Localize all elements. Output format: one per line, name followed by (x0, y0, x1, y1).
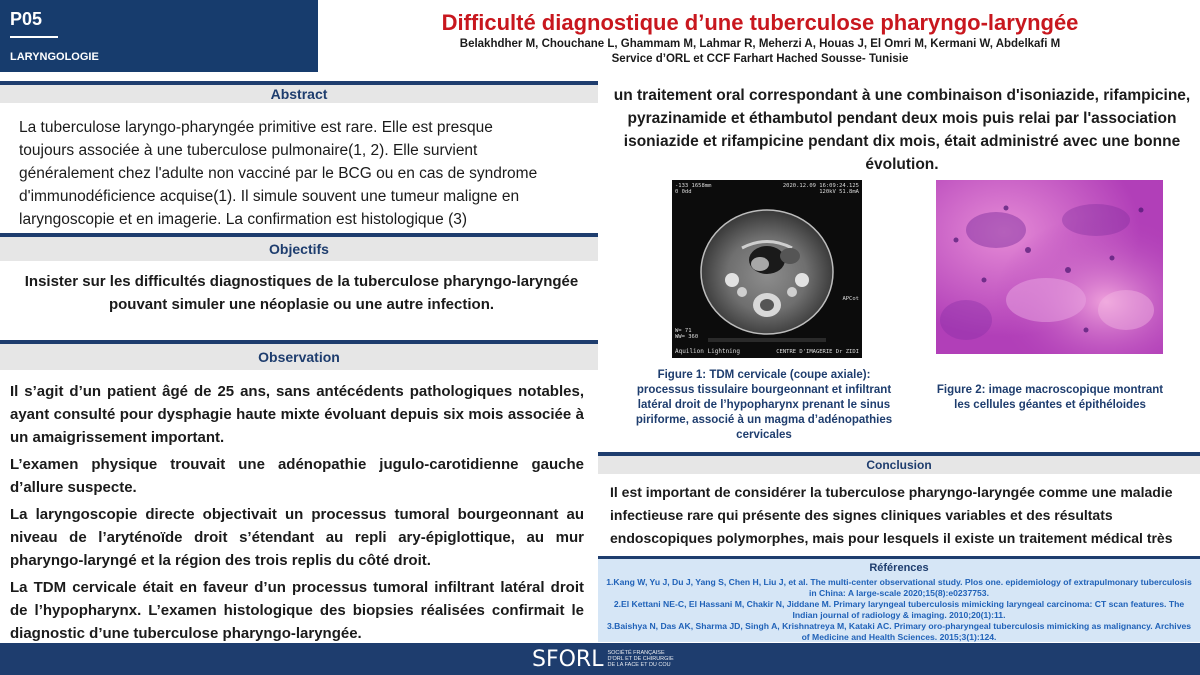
ct-overlay-right: APCot (842, 296, 859, 302)
objectifs-text: Insister sur les difficultés diagnostiques de la tuberculose pharyngo-laryngée pouvant simuler une néoplasie ou une autre infection. (24, 273, 579, 313)
service-line: Service d’ORL et CCF Farhart Hached Sousse- Tunisie (611, 53, 909, 65)
authors-line: Belakhdher M, Chouchane L, Ghammam M, Lahmar R, Meherzi A, Houas J, El Omri M, Kermani W, Abdelkafi M (459, 38, 1061, 50)
observation-paragraph: L’examen physique trouvait une adénopathie jugulo-carotidienne gauche d’allure suspecte. (10, 456, 584, 496)
poster-badge (0, 0, 318, 72)
abstract-text: La tuberculose laryngo-pharyngée primitive est rare. Elle est presque toujours associée à une tuberculose pulmonaire(1, 2). Elle survient généralement chez l'adulte non vacciné par le BCG ou en cas de syndrome d'immunodéficience acquise(1). Il simule souvent une tumeur maligne en laryngoscopie et en imagerie. La confirmation est histologique (3) (19, 119, 538, 228)
observation-heading-label: Observation (258, 349, 340, 365)
abstract-heading-label: Abstract (270, 86, 328, 102)
conclusion-text: Il est important de considérer la tuberculose pharyngo-laryngée comme une maladie infectieuse rare qui présente des signes cliniques variables et des résultats endoscopiques polymorphes, mais pour lesquels il existe un traitement médical très (610, 484, 1173, 546)
reference-item: 2.El Kettani NE-C, El Hassani M, Chakir N, Jiddane M. Primary laryngeal tuberculosis mimicking laryngeal carcinoma: CT scan features. The Indian journal of radiology & imaging. 2010;20(1):11. (613, 599, 1185, 620)
ct-overlay-text: WW= 360 (675, 334, 699, 340)
ct-overlay-left (675, 328, 698, 340)
conclusion-heading (598, 452, 1200, 474)
specialty-label: LARYNGOLOGIE (10, 51, 99, 63)
ct-overlay-text: -133 1658mm (675, 183, 712, 189)
references-box (598, 556, 1200, 642)
ct-overlay-bottomleft: Aquilion Lightning (675, 348, 741, 355)
observation-heading (0, 340, 598, 370)
badge-divider (10, 36, 58, 38)
ct-scan-image (672, 180, 862, 358)
observation-paragraph: Il s’agit d’un patient âgé de 25 ans, sans antécédents pathologiques notables, ayant consulté pour dysphagie haute mixte évoluant depuis six mois associée à un amaigrissement important. (10, 383, 584, 446)
observation-paragraph: La laryngoscopie directe objectivait un processus tumoral bourgeonnant au niveau de l’aryténoïde droit s’étendant au repli ary-épiglottique, au mur pharyngo-laryngé et la région des trois replis du côté droit. (10, 506, 584, 569)
sforl-logo (532, 645, 677, 673)
histology-graphic (936, 180, 1163, 354)
poster-title: Difficulté diagnostique d’une tuberculose pharyngo-laryngée (441, 10, 1079, 35)
objectifs-heading (0, 233, 598, 261)
ct-scan-graphic (672, 180, 862, 358)
figure1-caption: Figure 1: TDM cervicale (coupe axiale): processus tissulaire bourgeonnant et infiltrant latéral droit de l’hypopharynx prenant le sinus piriforme, associé à un magma d’adénopathies cervicales (635, 369, 893, 441)
poster-code: P05 (10, 9, 43, 29)
observation-text (10, 380, 584, 645)
ct-overlay-text: W= 71 (675, 328, 692, 334)
ct-overlay-text: 120kV 51.8mA (819, 189, 859, 195)
sforl-logo-mark: SFORL (532, 646, 604, 672)
ct-overlay-text: 2020.12.09 16:09:24.125 (782, 183, 859, 189)
observation-paragraph: La TDM cervicale était en faveur d’un processus tumoral infiltrant latéral droit de l’hypopharynx. L’examen histologique des biopsies réalisées confirmait le diagnostic d’une tuberculose pharyngo-laryngée. (10, 579, 584, 642)
abstract-heading (0, 81, 598, 103)
sforl-logo-subtitle: SOCIÉTÉ FRANÇAISE D'ORL ET DE CHIRURGIE DE LA FACE ET DU COU (607, 650, 674, 668)
histology-image (936, 180, 1163, 354)
treatment-text: un traitement oral correspondant à une combinaison d'isoniazide, rifampicine, pyrazinamide et éthambutol pendant deux mois puis relai par l'association isoniazide et rifampicine pendant dix mois, était administré avec une bonne évolution. (613, 87, 1191, 173)
ct-overlay-text: 0 0dd (675, 189, 692, 195)
reference-item: 3.Baishya N, Das AK, Sharma JD, Singh A, Krishnatreya M, Kataki AC. Primary oro-pharyngeal tuberculosis mimicking as malignancy. Archives of Medicine and Health Sciences. 2015;3(1):124. (606, 621, 1192, 642)
ct-overlay-topright (783, 183, 859, 195)
references-heading: Références (869, 562, 929, 574)
conclusion-heading-label: Conclusion (866, 458, 932, 472)
reference-item: 1.Kang W, Yu J, Du J, Yang S, Chen H, Liu J, et al. The multi-center observational study. Plos one. epidemiology of extrapulmonary tuberculosis in China: A large-scale 2020;15(8):e0237753. (606, 577, 1192, 598)
ct-overlay-topleft (675, 183, 711, 195)
objectifs-heading-label: Objectifs (269, 241, 329, 257)
ct-overlay-bottomright: CENTRE D'IMAGERIE Dr ZIDI (776, 349, 859, 355)
figure2-caption: Figure 2: image macroscopique montrant les cellules géantes et épithéloides (936, 384, 1164, 411)
